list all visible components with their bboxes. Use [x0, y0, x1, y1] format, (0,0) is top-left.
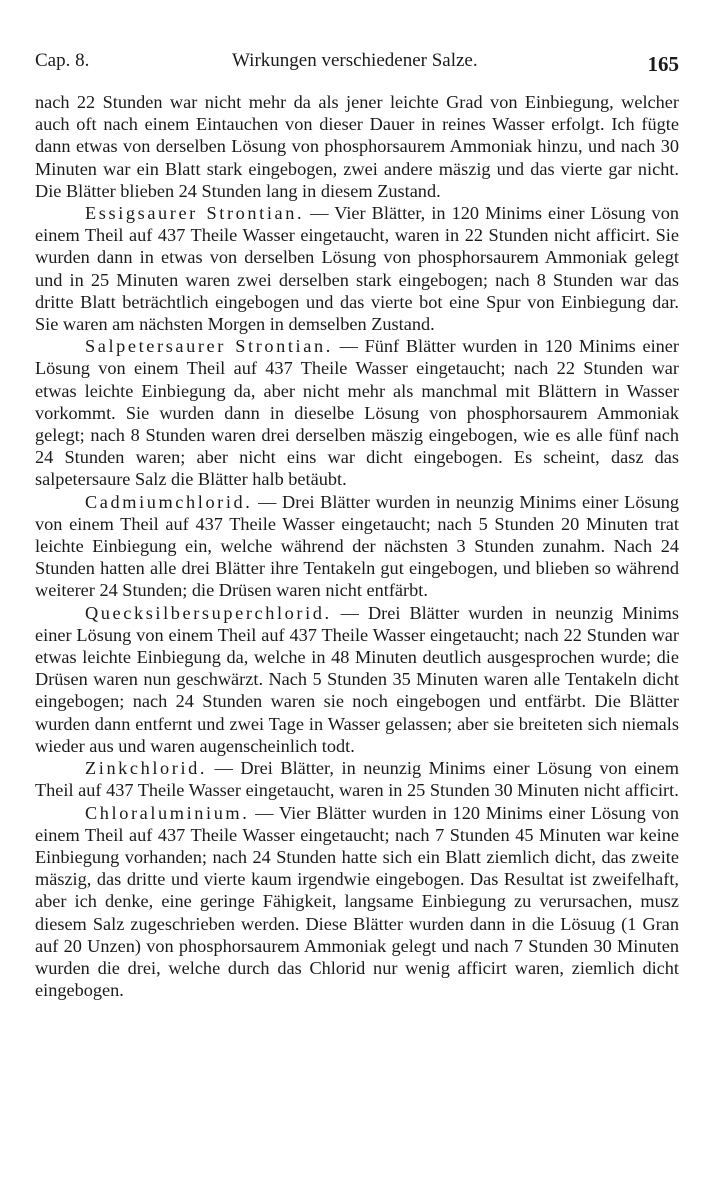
paragraph-term: Chloraluminium. — [85, 802, 250, 823]
paragraph-text: nach 22 Stunden war nicht mehr da als jener leichte Grad von Einbiegung, welcher auch oft nach einem Eintauchen von dieser Dauer in reines Wasser erfolgt. Ich fügte dann etwas von derselben Lösung von phosphorsaurem Ammoniak hinzu, und nach 30 Minuten war ein Blatt stark eingebogen, zwei andere mäszig und das vierte gar nicht. Die Blätter blieben 24 Stunden lang in diesem Zustand. — [35, 92, 679, 201]
paragraph-term: Essigsaurer Strontian. — [85, 203, 305, 224]
paragraph-term: Quecksilbersuperchlorid. — [85, 602, 332, 623]
running-title: Wirkungen verschiedener Salze. — [232, 50, 478, 71]
paragraph-chloraluminium — [35, 802, 679, 1002]
paragraph-text: — Vier Blätter wurden in 120 Minims einer Lösung von einem Theil auf 437 Theile Wasser eingetaucht; nach 7 Stunden 45 Minuten war keine Einbiegung vorhanden; nach 24 Stunden hatte sich ein Blatt ziemlich dicht, das zweite mäszig, das dritte und vierte kaum irgendwie eingebogen. Das Resultat ist zweifelhaft, aber ich denke, eine geringe Fähigkeit, langsame Einbiegung zu verursachen, musz diesem Salz zugeschrieben werden. Diese Blätter wurden dann in die Lösuug (1 Gran auf 20 Unzen) von phosphorsaurem Ammoniak gelegt und nach 7 Stunden 30 Minuten wurden die drei, welche durch das Chlorid nur wenig afficirt waren, ziemlich dicht eingebogen. — [35, 802, 679, 1001]
paragraph-text: — Drei Blätter, in neunzig Minims einer Lösung von einem Theil auf 437 Theile Wasser eingetaucht, waren in 25 Stunden 30 Minuten nicht afficirt. — [35, 758, 679, 801]
paragraph-essigsaurer-strontian — [35, 202, 679, 335]
paragraph-quecksilbersuperchlorid — [35, 602, 679, 757]
paragraph-continuation — [35, 91, 679, 202]
page-number: 165 — [647, 52, 679, 76]
paragraph-term: Zinkchlorid. — [85, 758, 208, 779]
paragraph-cadmiumchlorid — [35, 491, 679, 602]
page-body — [35, 91, 679, 1001]
chapter-label: Cap. 8. — [35, 50, 90, 71]
paragraph-text: — Drei Blätter wurden in neunzig Minims einer Lösung von einem Theil auf 437 Theile Wasser eingetaucht; nach 5 Stunden 20 Minuten trat leichte Einbiegung ein, welche während der nächsten 3 Stunden zunahm. Nach 24 Stunden hatten alle drei Blätter ihre Tentakeln gut eingebogen, und blieben so während weiterer 24 Stunden; die Drüsen waren nicht entfärbt. — [35, 491, 679, 601]
paragraph-term: Cadmiumchlorid. — [85, 491, 253, 512]
paragraph-text: — Drei Blätter wurden in neunzig Minims einer Lösung von einem Theil auf 437 Theile Wasser eingetaucht; nach 22 Stunden war etwas leichte Einbiegung da, welche in 48 Minuten deutlich ausgesprochen wurde; die Drüsen waren nun geschwärzt. Nach 5 Stunden 35 Minuten waren alle Tentakeln dicht eingebogen; nach 24 Stunden waren sie noch eingebogen und entfärbt. Die Blätter wurden dann entfernt und zwei Tage in Wasser gelassen; aber sie breiteten sich niemals wieder aus und waren augenscheinlich todt. — [35, 602, 679, 756]
paragraph-text: — Fünf Blätter wurden in 120 Minims einer Lösung von einem Theil auf 437 Theile Wasser eingetaucht; nach 22 Stunden war etwas leichte Einbiegung da, aber nicht mehr als manchmal mit Blättern in Wasser vorkommt. Sie wurden dann in dieselbe Lösung von phosphorsaurem Ammoniak gelegt; nach 8 Stunden waren drei derselben mäszig eingebogen, wie es alle fünf nach 24 Stunden waren; aber nicht eins war dicht eingebogen. Es scheint, dasz das salpetersaure Salz die Blätter halb betäubt. — [35, 336, 679, 490]
paragraph-zinkchlorid — [35, 757, 679, 801]
paragraph-salpetersaurer-strontian — [35, 335, 679, 490]
paragraph-term: Salpetersaurer Strontian. — [85, 336, 333, 357]
paragraph-text: — Vier Blätter, in 120 Minims einer Lösung von einem Theil auf 437 Theile Wasser eingetaucht, waren in 22 Stunden nicht afficirt. Sie wurden dann in etwas von derselben Lösung von phosphorsaurem Ammoniak gelegt und in 25 Minuten waren zwei derselben stark eingebogen; nach 8 Stunden war das dritte Blatt beträchtlich eingebogen und das vierte bot eine Spur von Einbiegung dar. Sie waren am nächsten Morgen in demselben Zustand. — [35, 203, 679, 335]
page-header — [35, 44, 679, 74]
